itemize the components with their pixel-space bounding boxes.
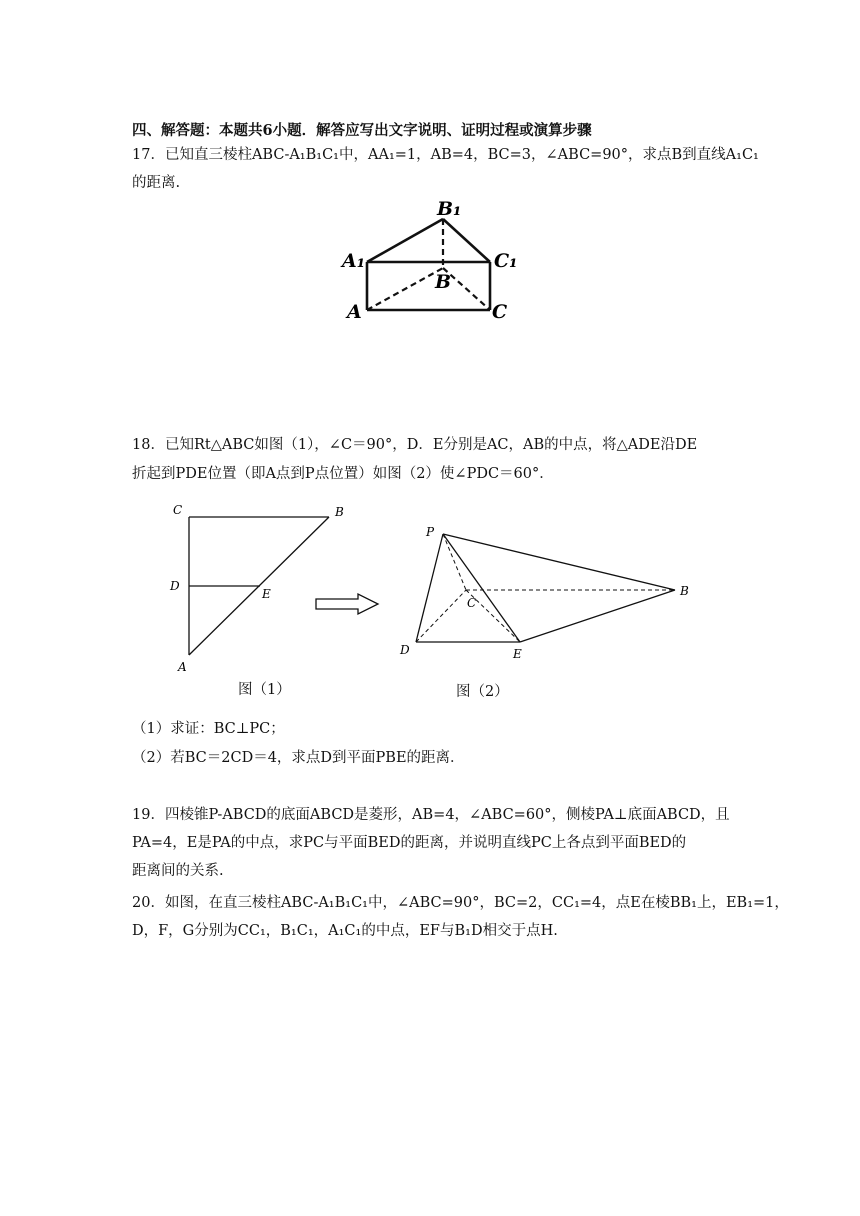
q17-label-B1: B₁ [437,198,462,220]
q18-fig1-caption: 图（1） [238,682,291,698]
q17-prism-figure [335,195,535,325]
q18-text-line2: 折起到PDE位置（即A点到P点位置）如图（2）使∠PDC＝60°． [132,466,554,482]
q17-label-A1: A₁ [342,250,366,272]
q18-fig2-label-D: D [400,643,410,657]
q18-fig2-label-C: C [467,596,477,610]
q18-fig2-caption: 图（2） [456,684,509,700]
q18-fig1-label-B: B [335,505,344,519]
q17-text-line2: 的距离. [132,175,181,191]
q18-figure-1 [165,500,355,680]
q18-part2: （2）若BC＝2CD＝4，求点D到平面PBE的距离． [132,750,465,766]
q19-text-line3: 距离间的关系. [132,863,224,879]
q17-label-C: C [492,301,508,323]
q18-fig2-label-B: B [680,584,689,598]
q19-text-line2: PA=4，E是PA的中点，求PC与平面BED的距离，并说明直线PC上各点到平面BED的 [132,835,687,851]
q18-part1: （1）求证：BC⊥PC； [132,721,285,737]
fold-arrow-icon [314,592,382,616]
q19-text-line1: 19．四棱锥P-ABCD的底面ABCD是菱形，AB=4，∠ABC=60°，侧棱PA⊥底面ABCD，且 [132,807,730,823]
q17-text-line1: 17．已知直三棱柱ABC-A₁B₁C₁中，AA₁=1，AB=4，BC=3，∠ABC=90°，求点B到直线A₁C₁ [132,147,759,163]
q18-fig2-label-E: E [513,647,522,661]
q18-fig1-label-E: E [262,587,271,601]
q18-figure-2 [395,520,695,665]
q20-text-line1: 20．如图，在直三棱柱ABC-A₁B₁C₁中，∠ABC=90°，BC=2，CC₁=4，点E在棱BB₁上，EB₁=1， [132,895,789,911]
section-title: 四、解答题：本题共6小题．解答应写出文字说明、证明过程或演算步骤 [132,122,592,139]
q18-text-line1: 18．已知Rt△ABC如图（1），∠C＝90°，D．E分别是AC，AB的中点，将△ADE沿DE [132,437,698,453]
q20-text-line2: D，F，G分别为CC₁，B₁C₁，A₁C₁的中点，EF与B₁D相交于点H. [132,923,558,939]
q18-fig2-label-P: P [426,525,435,539]
q18-fig1-label-C: C [173,503,183,517]
q17-label-C1: C₁ [494,250,518,272]
q18-fig1-label-A: A [178,660,187,674]
q17-label-A: A [347,301,362,323]
q18-fig1-label-D: D [170,579,180,593]
q17-label-B: B [435,271,452,293]
